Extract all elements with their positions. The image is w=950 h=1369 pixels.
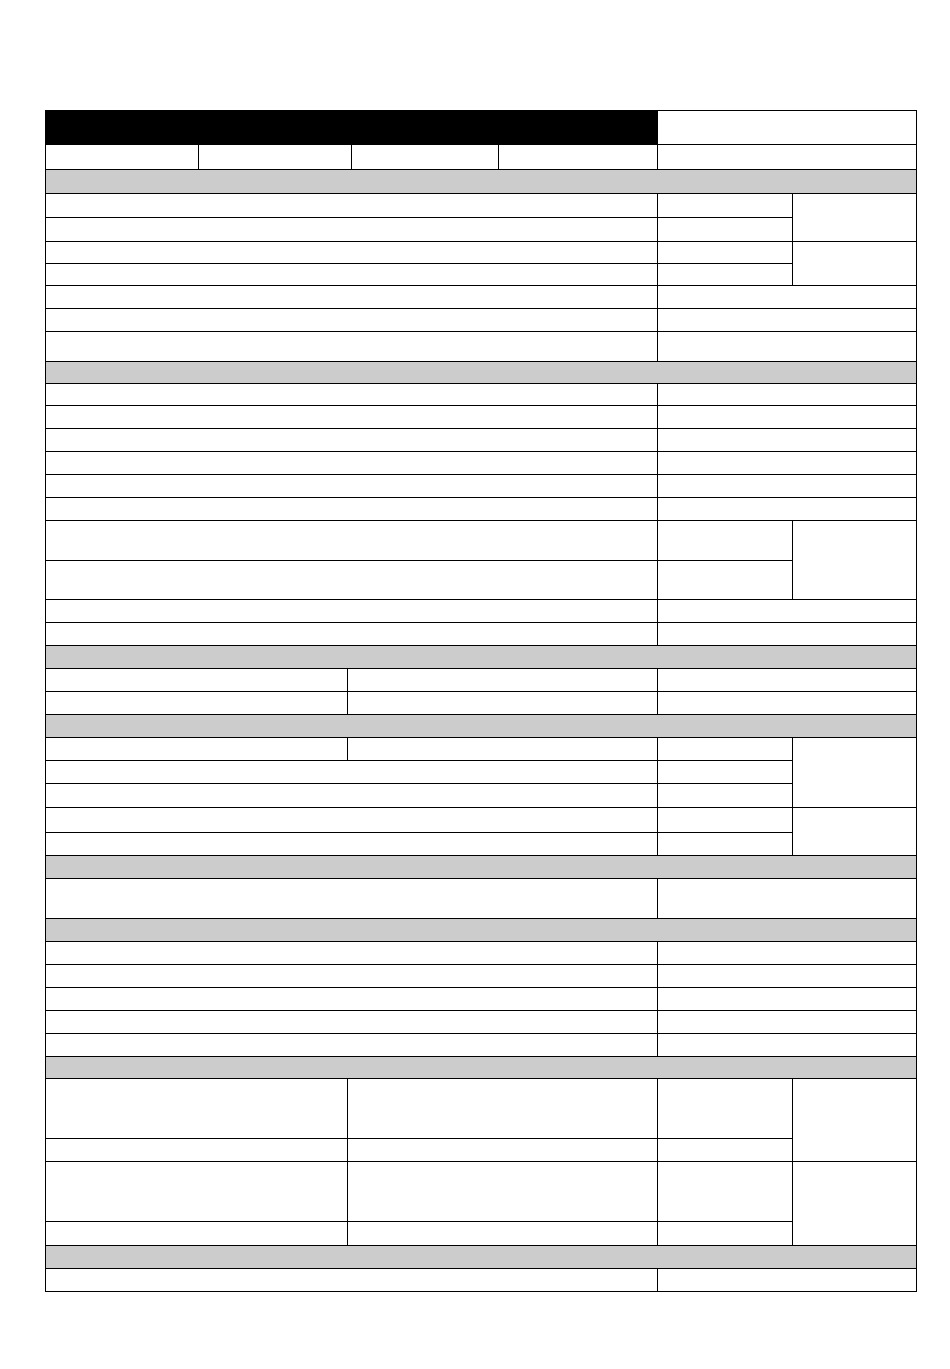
- row-6-4-value[interactable]: [657, 1010, 917, 1034]
- row-1-3-value[interactable]: [657, 241, 793, 264]
- row-3-2-value[interactable]: [657, 691, 917, 715]
- header-field-3[interactable]: [351, 144, 499, 170]
- row-2-8-label: [45, 560, 658, 600]
- row-6-4-label: [45, 1010, 658, 1034]
- row-2-10-value[interactable]: [657, 622, 917, 646]
- row-8-1-value[interactable]: [657, 1268, 917, 1292]
- section-header-6: [45, 918, 917, 942]
- section-header-4: [45, 714, 917, 738]
- section-header-3: [45, 645, 917, 669]
- merged-cell-4[interactable]: [792, 737, 917, 808]
- row-1-4-value[interactable]: [657, 263, 793, 286]
- header-field-4[interactable]: [498, 144, 658, 170]
- row-2-7-label: [45, 520, 658, 561]
- row-4-2-value[interactable]: [657, 760, 793, 784]
- row-1-7-label: [45, 331, 658, 362]
- row-7-4-label: [45, 1221, 348, 1246]
- row-2-9-label: [45, 599, 658, 623]
- row-1-6-label: [45, 308, 658, 332]
- row-3-2-label: [45, 691, 348, 715]
- row-4-4-label: [45, 807, 658, 833]
- row-1-7-value[interactable]: [657, 331, 917, 362]
- row-2-5-value[interactable]: [657, 474, 917, 498]
- row-7-1-label: [45, 1078, 348, 1139]
- row-2-4-label: [45, 451, 658, 475]
- row-6-2-label: [45, 964, 658, 988]
- row-4-5-label: [45, 832, 658, 856]
- row-7-1-value[interactable]: [657, 1078, 793, 1139]
- row-1-5-label: [45, 285, 658, 309]
- section-header-2: [45, 361, 917, 384]
- row-4-5-value[interactable]: [657, 832, 793, 856]
- row-6-5-value[interactable]: [657, 1033, 917, 1057]
- header-field-1[interactable]: [45, 144, 199, 170]
- row-7-3-field[interactable]: [347, 1161, 658, 1222]
- row-4-3-value[interactable]: [657, 783, 793, 808]
- row-2-9-value[interactable]: [657, 599, 917, 623]
- row-2-5-label: [45, 474, 658, 498]
- row-1-6-value[interactable]: [657, 308, 917, 332]
- merged-cell-6[interactable]: [792, 1078, 917, 1162]
- row-4-4-value[interactable]: [657, 807, 793, 833]
- row-7-3-label: [45, 1161, 348, 1222]
- row-6-3-value[interactable]: [657, 987, 917, 1011]
- row-1-5-value[interactable]: [657, 285, 917, 309]
- row-2-1-label: [45, 383, 658, 406]
- row-2-8-value[interactable]: [657, 560, 793, 600]
- row-2-10-label: [45, 622, 658, 646]
- merged-cell-1[interactable]: [792, 193, 917, 242]
- row-2-3-label: [45, 428, 658, 452]
- row-7-2-value[interactable]: [657, 1138, 793, 1162]
- merged-cell-3[interactable]: [792, 520, 917, 600]
- row-7-4-field[interactable]: [347, 1221, 658, 1246]
- row-1-4-label: [45, 263, 658, 286]
- row-8-1-label: [45, 1268, 658, 1292]
- row-4-1-label: [45, 737, 348, 761]
- row-4-1-field[interactable]: [347, 737, 658, 761]
- row-2-2-label: [45, 405, 658, 429]
- row-4-1-value[interactable]: [657, 737, 793, 761]
- row-3-2-field[interactable]: [347, 691, 658, 715]
- row-2-4-value[interactable]: [657, 451, 917, 475]
- row-7-4-value[interactable]: [657, 1221, 793, 1246]
- row-1-1-label: [45, 193, 658, 218]
- row-3-1-label: [45, 668, 348, 692]
- header-field-5[interactable]: [657, 144, 917, 170]
- row-6-5-label: [45, 1033, 658, 1057]
- row-3-1-value[interactable]: [657, 668, 917, 692]
- merged-cell-7[interactable]: [792, 1161, 917, 1246]
- row-2-1-value[interactable]: [657, 383, 917, 406]
- row-6-2-value[interactable]: [657, 964, 917, 988]
- row-3-1-field[interactable]: [347, 668, 658, 692]
- row-6-1-label: [45, 941, 658, 965]
- section-header-8: [45, 1245, 917, 1269]
- section-header-1: [45, 169, 917, 194]
- row-2-2-value[interactable]: [657, 405, 917, 429]
- row-2-6-value[interactable]: [657, 497, 917, 521]
- row-7-3-value[interactable]: [657, 1161, 793, 1222]
- row-6-3-label: [45, 987, 658, 1011]
- header-field-2[interactable]: [198, 144, 352, 170]
- row-4-2-label: [45, 760, 658, 784]
- header-title-block: [198, 110, 658, 145]
- row-7-1-field[interactable]: [347, 1078, 658, 1139]
- row-2-7-value[interactable]: [657, 520, 793, 561]
- row-1-3-label: [45, 241, 658, 264]
- row-7-2-label: [45, 1138, 348, 1162]
- row-4-3-label: [45, 783, 658, 808]
- row-5-1-label: [45, 878, 658, 919]
- section-header-5: [45, 855, 917, 879]
- merged-cell-5[interactable]: [792, 807, 917, 856]
- row-2-6-label: [45, 497, 658, 521]
- row-1-2-value[interactable]: [657, 217, 793, 242]
- merged-cell-2[interactable]: [792, 241, 917, 286]
- row-7-2-field[interactable]: [347, 1138, 658, 1162]
- row-1-1-value[interactable]: [657, 193, 793, 218]
- section-header-7: [45, 1056, 917, 1079]
- row-2-3-value[interactable]: [657, 428, 917, 452]
- row-6-1-value[interactable]: [657, 941, 917, 965]
- header-right-field[interactable]: [657, 110, 917, 145]
- header-block: [45, 110, 199, 145]
- row-5-1-value[interactable]: [657, 878, 917, 919]
- row-1-2-label: [45, 217, 658, 242]
